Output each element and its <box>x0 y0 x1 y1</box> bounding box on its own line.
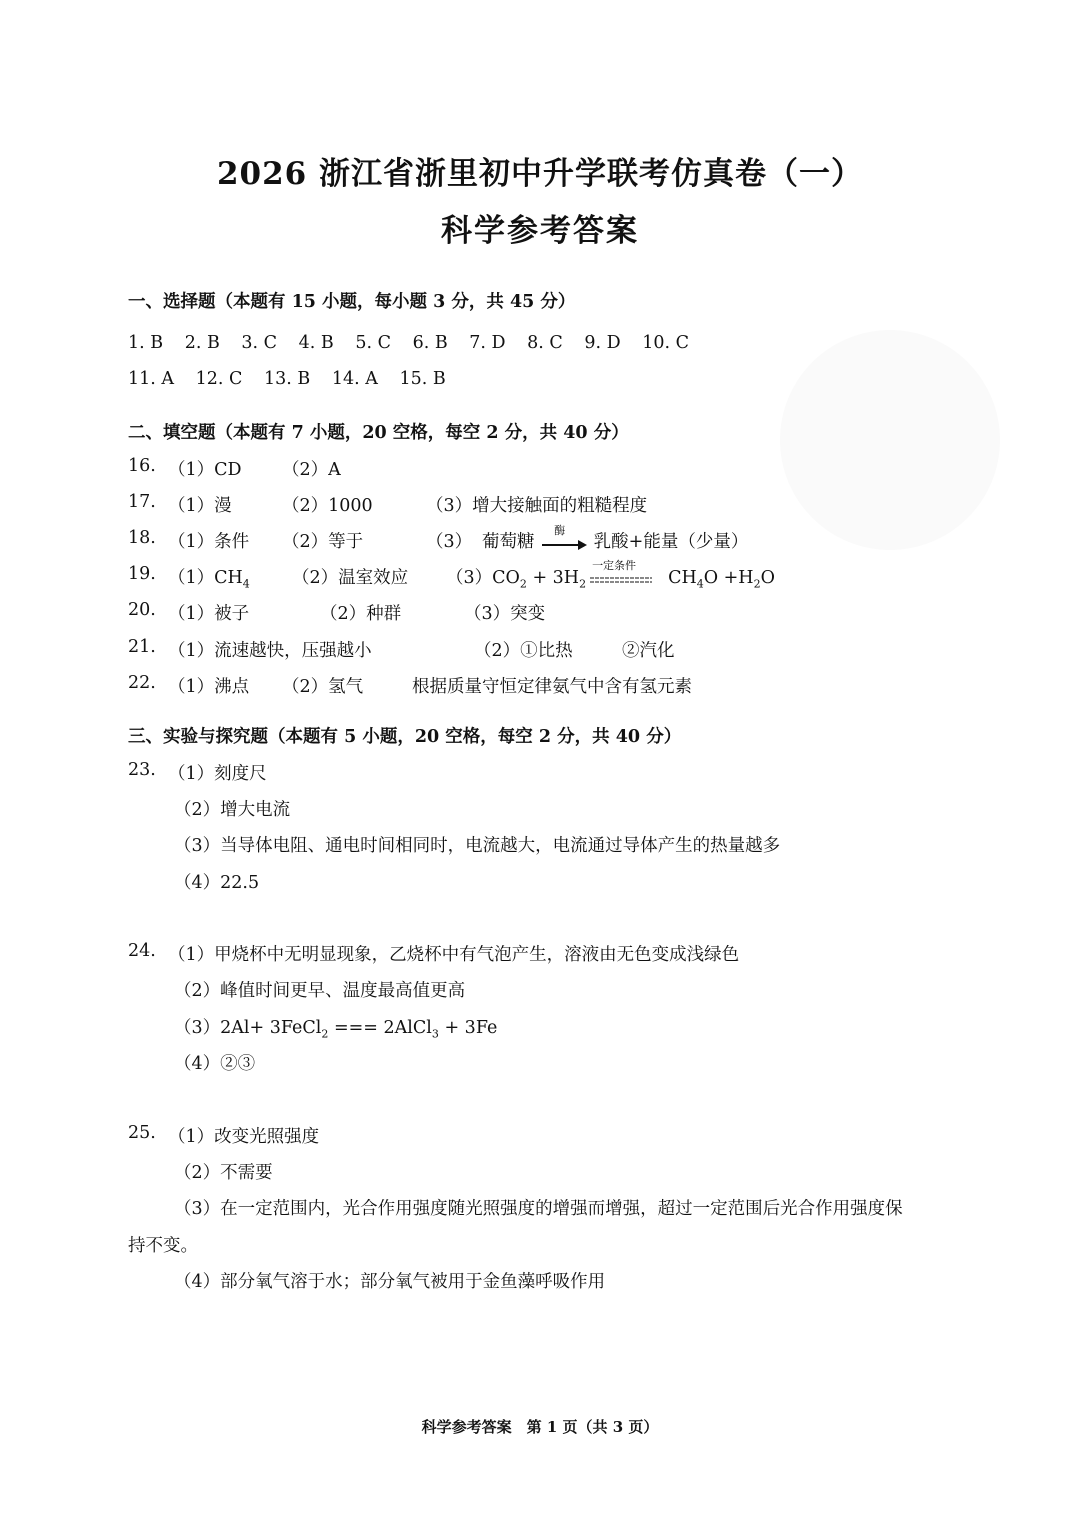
answer: （1）甲烧杯中无明显现象，乙烧杯中有气泡产生，溶液由无色变成浅绿色 <box>168 945 740 965</box>
mcq-answer: 13. B <box>264 369 311 389</box>
watermark <box>780 330 1000 550</box>
answer: 根据质量守恒定律氨气中含有氢元素 <box>412 677 692 697</box>
equals-icon <box>590 576 654 584</box>
answer: （2）峰值时间更早、温度最高值更高 <box>174 981 466 1001</box>
q24 <box>128 941 928 965</box>
q16 <box>128 456 928 480</box>
question-number: 21. <box>128 637 156 657</box>
question-number: 16. <box>128 456 156 476</box>
section-3-heading: 三、实验与探究题（本题有 5 小题，20 空格，每空 2 分，共 40 分） <box>128 727 682 747</box>
answer: （2）氢气 <box>282 677 364 697</box>
mcq-answer: 1. B <box>128 333 164 353</box>
mcq-row-2 <box>128 369 462 389</box>
answer: （2）不需要 <box>174 1163 273 1183</box>
answer: （1）被子 <box>168 604 250 624</box>
answer: （4）②③ <box>174 1054 256 1074</box>
formula-text: （1）CH <box>168 568 243 588</box>
subscript: 3 <box>431 1027 439 1041</box>
arrow-icon <box>540 540 588 550</box>
q17 <box>128 492 928 516</box>
enzyme-arrow <box>540 523 588 552</box>
answer: （1）沸点 <box>168 677 250 697</box>
mcq-answer: 6. B <box>412 333 448 353</box>
formula-text: CH <box>668 568 697 588</box>
mcq-answer: 11. A <box>128 369 175 389</box>
answer-continuation: 持不变。 <box>128 1236 198 1256</box>
q23 <box>128 760 928 784</box>
question-number: 25. <box>128 1123 156 1143</box>
answer: ②汽化 <box>622 641 675 661</box>
mcq-answer: 7. D <box>469 333 506 353</box>
answer: （2）温室效应 <box>292 568 409 588</box>
formula-text: （3）CO <box>446 568 520 588</box>
answer: （4）22.5 <box>174 873 260 893</box>
answer: （1）漫 <box>168 496 232 516</box>
product: 乳酸+能量（少量） <box>593 532 749 552</box>
subscript: 2 <box>519 577 527 591</box>
q18 <box>128 523 928 552</box>
answer: （3）突变 <box>464 604 546 624</box>
q20 <box>128 600 928 624</box>
subscript: 4 <box>242 577 250 591</box>
section-1-heading: 一、选择题（本题有 15 小题，每小题 3 分，共 45 分） <box>128 292 576 312</box>
page-title: 2026 浙江省浙里初中升学联考仿真卷（一） <box>216 156 864 192</box>
question-number: 20. <box>128 600 156 620</box>
section-2-heading: 二、填空题（本题有 7 小题，20 空格，每空 2 分，共 40 分） <box>128 423 629 443</box>
q21 <box>128 637 928 661</box>
arrow-label: 酶 <box>554 523 566 537</box>
formula-text: + 3Fe <box>438 1018 498 1038</box>
answer: （2）A <box>282 460 341 480</box>
mcq-row-1 <box>128 333 705 353</box>
answer: （3）当导体电阻、通电时间相同时，电流越大，电流通过导体产生的热量越多 <box>174 836 781 856</box>
mcq-answer: 9. D <box>584 333 621 353</box>
subscript: 4 <box>696 577 704 591</box>
subscript: 2 <box>321 1027 329 1041</box>
page-footer: 科学参考答案 第 1 页（共 3 页） <box>421 1418 659 1436</box>
answer: （2）种群 <box>320 604 402 624</box>
question-number: 17. <box>128 492 156 512</box>
answer-label: （3） <box>426 532 473 552</box>
answer: （1）条件 <box>168 532 250 552</box>
condition-label: 一定条件 <box>592 558 637 572</box>
formula-text: === 2AlCl <box>328 1018 432 1038</box>
mcq-answer: 12. C <box>195 369 243 389</box>
formula-text: O <box>760 568 775 588</box>
reactant: 葡萄糖 <box>482 532 535 552</box>
formula-text: + 3H <box>526 568 580 588</box>
mcq-answer: 8. C <box>527 333 563 353</box>
question-number: 19. <box>128 564 156 584</box>
answer: （2）①比热 <box>474 641 573 661</box>
reaction-equation <box>174 1014 497 1041</box>
answer: （1）流速越快，压强越小 <box>168 641 372 661</box>
reaction-equation <box>446 558 775 591</box>
q22 <box>128 673 928 697</box>
answer: （3）在一定范围内，光合作用强度随光照强度的增强而增强，超过一定范围后光合作用强度保 <box>174 1199 903 1219</box>
answer: （1）刻度尺 <box>168 764 267 784</box>
question-number: 18. <box>128 528 156 548</box>
question-number: 24. <box>128 941 156 961</box>
q19 <box>128 558 928 591</box>
condition-equals <box>590 558 654 588</box>
mcq-answer: 3. C <box>241 333 278 353</box>
answer: （3）增大接触面的粗糙程度 <box>426 496 648 516</box>
mcq-answer: 15. B <box>399 369 446 389</box>
formula-text: （3）2Al+ 3FeCl <box>174 1018 322 1038</box>
page-subtitle: 科学参考答案 <box>441 213 639 249</box>
answer: （2）增大电流 <box>174 800 291 820</box>
subscript: 2 <box>753 577 761 591</box>
q25 <box>128 1123 928 1147</box>
mcq-answer: 14. A <box>331 369 378 389</box>
formula-text: O +H <box>703 568 754 588</box>
mcq-answer: 5. C <box>355 333 391 353</box>
question-number: 22. <box>128 673 156 693</box>
answer: （1）改变光照强度 <box>168 1127 320 1147</box>
answer: （2）等于 <box>282 532 364 552</box>
answer: （4）部分氧气溶于水；部分氧气被用于金鱼藻呼吸作用 <box>174 1272 606 1292</box>
answer: （2）1000 <box>282 496 373 516</box>
subscript: 2 <box>579 577 587 591</box>
question-number: 23. <box>128 760 156 780</box>
answer <box>168 564 250 591</box>
mcq-answer: 10. C <box>642 333 690 353</box>
mcq-answer: 2. B <box>184 333 220 353</box>
answer: （1）CD <box>168 460 242 480</box>
mcq-answer: 4. B <box>298 333 334 353</box>
reaction-equation <box>482 523 749 553</box>
